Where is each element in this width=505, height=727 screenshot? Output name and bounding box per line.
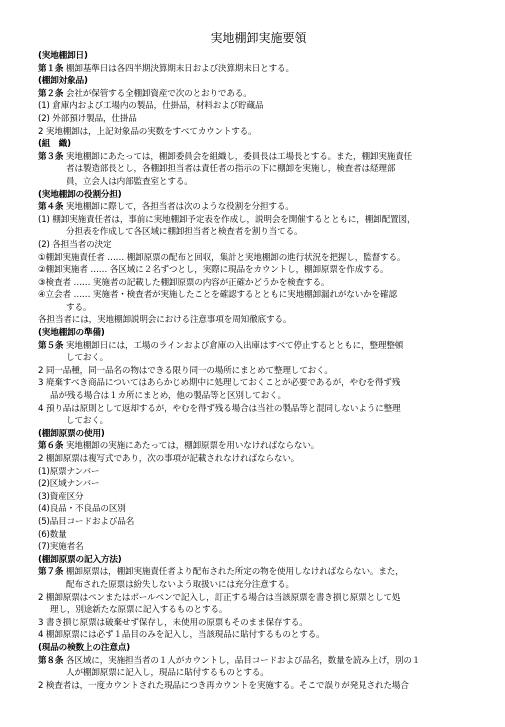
line-text: 4 棚卸原票には必ず１品目のみを記入し，当該現品に貼付するものとする。 xyxy=(38,630,325,641)
line-text: 実地棚卸の実施にあたっては，棚卸原票を用いなければならない。 xyxy=(63,441,320,452)
line-text: ③検査者 …… 実施者の記載した棚卸原票の内容が正確かどうかを検査する。 xyxy=(38,277,330,288)
line-text: (2) 各担当者の決定 xyxy=(38,239,112,250)
line-text: 3 書き損じ原票は破棄せず保存し，未使用の原票もそのまま保存する。 xyxy=(38,617,308,628)
text-line xyxy=(38,289,479,302)
text-line xyxy=(38,113,479,126)
section-heading xyxy=(38,642,479,655)
section-heading xyxy=(38,50,479,63)
text-line xyxy=(38,655,479,668)
line-text: (1) 倉庫内および工場内の製品，仕掛品，材料および貯蔵品 xyxy=(38,101,264,112)
text-line xyxy=(38,478,479,491)
text-line xyxy=(38,629,479,642)
text-line xyxy=(38,453,479,466)
line-text: 人が棚卸原票に記入し，現品に貼付するものとする。 xyxy=(66,668,269,679)
line-text: 2 棚卸原票はペンまたはボールペンで記入し，訂正する場合は当該原票を書き損じ原票として処 xyxy=(38,592,401,603)
text-line xyxy=(38,617,479,630)
line-text: 4 預り品は原則として返却するが，やむを得ず残る場合は当社の製品等と混同しないように整理 xyxy=(38,403,401,414)
line-text: しておく。 xyxy=(66,353,109,364)
line-text: 会社が保管する全棚卸資産で次のとおりである。 xyxy=(63,88,252,99)
line-text: しておく。 xyxy=(66,416,109,427)
text-line xyxy=(38,415,479,428)
article-number: 第５条 xyxy=(38,340,64,351)
section-heading xyxy=(38,138,479,151)
article-number: 第４条 xyxy=(38,202,64,213)
text-line xyxy=(38,680,479,693)
text-line xyxy=(38,503,479,516)
line-text: (4)良品・不良品の区別 xyxy=(38,504,126,515)
text-line xyxy=(38,214,479,227)
line-text: 棚卸基準日は各四半期決算期末日および決算期末日とする。 xyxy=(63,63,294,74)
line-text: (組 織) xyxy=(38,139,71,150)
section-heading xyxy=(38,428,479,441)
line-text: (棚卸原票の記入方法) xyxy=(38,554,122,565)
text-line xyxy=(38,226,479,239)
line-text: 棚卸原票は，棚卸実施責任者より配布された所定の物を使用しなければならない。また， xyxy=(63,567,404,578)
document-title: 実地棚卸実施要領 xyxy=(210,31,307,45)
text-line xyxy=(38,491,479,504)
line-text: 理し，別途新たな原票に記入するものとする。 xyxy=(50,605,228,616)
text-line xyxy=(38,176,479,189)
text-line xyxy=(38,340,479,353)
section-heading xyxy=(38,554,479,567)
text-line xyxy=(38,151,479,164)
line-text: (棚卸対象品) xyxy=(38,76,88,87)
text-line xyxy=(38,516,479,529)
document-body xyxy=(38,50,479,692)
text-line xyxy=(38,365,479,378)
line-text: 各区域に，実施担当者の１人がカウントし，品目コードおよび品名，数量を読み上げ，別の１ xyxy=(63,655,421,666)
line-text: (2) 外部預け製品，仕掛品 xyxy=(38,113,137,124)
text-line xyxy=(38,403,479,416)
text-line xyxy=(38,302,479,315)
line-text: 実地棚卸に際して，各担当者は次のような役割を分担する。 xyxy=(63,202,294,213)
line-text: (1) 棚卸実施責任者は，事前に実地棚卸予定表を作成し，説明会を開催するとともに，棚卸配置図， xyxy=(38,214,416,225)
line-text: 2 棚卸原票は複写式であり，次の事項が記載されなければならない。 xyxy=(38,454,300,464)
line-text: 2 検査者は，一度カウントされた現品につき再カウントを実施する。そこで誤りが発見された場合 xyxy=(38,680,409,691)
line-text: 2 実地棚卸は，上記対象品の実数をすべてカウントする。 xyxy=(38,126,257,137)
line-text: 員，立会人は内部監査室とする。 xyxy=(66,176,193,187)
text-line xyxy=(38,667,479,680)
article-number: 第２条 xyxy=(38,88,64,99)
line-text: する。 xyxy=(66,302,92,313)
text-line xyxy=(38,264,479,277)
text-line xyxy=(38,163,479,176)
text-line xyxy=(38,466,479,479)
line-text: 者は製造部長とし，各棚卸担当者は責任者の指示の下に棚卸を実施し，検査者は経理部 xyxy=(66,164,396,175)
article-number: 第３条 xyxy=(38,151,64,162)
line-text: 品が残る場合は１カ所にまとめ，他の製品等と区別しておく。 xyxy=(50,391,286,402)
text-line xyxy=(38,100,479,113)
text-line xyxy=(38,604,479,617)
text-line xyxy=(38,592,479,605)
line-text: 3 廃棄すべき商品についてはあらかじめ期中に処理しておくことが必要であるが，やむを得ず残 xyxy=(38,378,401,389)
line-text: 分担表を作成して各区域に棚卸担当者と検査者を割り当てる。 xyxy=(66,227,303,238)
text-line xyxy=(38,352,479,365)
text-line xyxy=(38,541,479,554)
line-text: (2)区域ナンバー xyxy=(38,479,100,490)
line-text: (6)数量 xyxy=(38,529,67,540)
line-text: 配布された原票は紛失しないよう取扱いには充分注意する。 xyxy=(66,579,294,590)
section-heading xyxy=(38,75,479,88)
line-text: (3)資産区分 xyxy=(38,491,84,502)
line-text: (棚卸原票の使用) xyxy=(38,428,105,439)
text-line xyxy=(38,566,479,579)
article-number: 第６条 xyxy=(38,441,64,452)
article-number: 第８条 xyxy=(38,655,64,666)
text-line xyxy=(38,529,479,542)
line-text: (7)実施者名 xyxy=(38,542,84,553)
text-line xyxy=(38,314,479,327)
text-line xyxy=(38,390,479,403)
section-heading xyxy=(38,189,479,202)
text-line xyxy=(38,377,479,390)
line-text: ④立会者 …… 実施者・検査者が実施したことを確認するとともに実地棚卸漏れがないかを確認 xyxy=(38,290,397,301)
line-text: ②棚卸実施者 …… 各区域に２名ずつとし，実際に現品をカウントし，棚卸原票を作成する。 xyxy=(38,265,389,276)
article-number: 第１条 xyxy=(38,63,64,74)
text-line xyxy=(38,239,479,252)
text-line xyxy=(38,277,479,290)
section-heading xyxy=(38,327,479,340)
article-number: 第７条 xyxy=(38,567,64,578)
line-text: (実地棚卸の準備) xyxy=(38,328,105,339)
line-text: ①棚卸実施責任者 …… 棚卸原票の配布と回収，集計と実地棚卸の進行状況を把握し，監督する。 xyxy=(38,252,406,263)
text-line xyxy=(38,88,479,101)
text-line xyxy=(38,440,479,453)
line-text: (1)原票ナンバー xyxy=(38,466,100,477)
line-text: (5)品目コードおよび品名 xyxy=(38,516,135,527)
text-line xyxy=(38,252,479,265)
text-line xyxy=(38,63,479,76)
line-text: 実地棚卸日には，工場のラインおよび倉庫の入出庫はすべて停止するとともに，整理整頓 xyxy=(63,340,404,351)
line-text: (実地棚卸の役割分担) xyxy=(38,189,122,200)
line-text: (実地棚卸日) xyxy=(38,51,88,61)
text-line xyxy=(38,201,479,214)
line-text: 各担当者には，実地棚卸説明会における注意事項を周知徹底する。 xyxy=(38,315,292,326)
line-text: (現品の検数上の注意点) xyxy=(38,642,130,653)
line-text: 2 同一品種，同一品名の物はできる限り同一の場所にまとめて整理しておく。 xyxy=(38,365,333,376)
line-text: 実地棚卸にあたっては，棚卸委員会を組織し，委員長は工場長とする。また，棚卸実施責任 xyxy=(63,151,413,162)
text-line xyxy=(38,126,479,139)
text-line xyxy=(38,579,479,592)
